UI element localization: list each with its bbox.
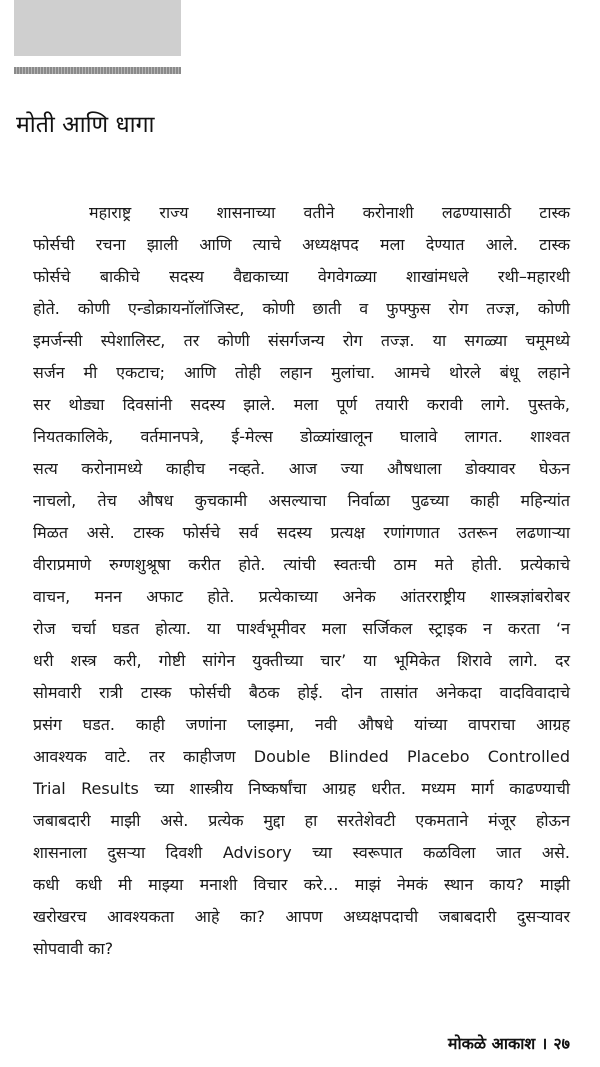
decorative-header-block xyxy=(14,0,181,56)
page-footer xyxy=(448,1032,570,1056)
body-line: फोर्सची रचना झाली आणि त्याचे अध्यक्षपद मला देण्यात आले. टास्क xyxy=(33,235,570,254)
body-line: सोपवावी का? xyxy=(33,939,114,958)
body-line: नाचलो, तेच औषध कुचकामी असल्याचा निर्वाळा पुढच्या काही महिन्यांत xyxy=(33,491,570,510)
body-text xyxy=(33,197,570,965)
body-line: सर थोड्या दिवसांनी सदस्य झाले. मला पूर्ण तयारी करावी लागे. पुस्तके, xyxy=(33,395,570,414)
body-line: सत्य करोनामध्ये काहीच नव्हते. आज ज्या औषधाला डोक्यावर घेऊन xyxy=(33,459,570,478)
chapter-title: मोती आणि धागा xyxy=(16,112,155,138)
body-line: रोज चर्चा घडत होत्या. या पार्श्वभूमीवर मला सर्जिकल स्ट्राइक न करता ‘न xyxy=(33,619,570,638)
body-line: आवश्यक वाटे. तर काहीजण Double Blinded Placebo Controlled xyxy=(33,747,570,766)
body-line: फोर्सचे बाकीचे सदस्य वैद्यकाच्या वेगवेगळ्या शाखांमधले रथी–महारथी xyxy=(33,267,570,286)
body-line: प्रसंग घडत. काही जणांना प्लाझ्मा, नवी औषधे यांच्या वापराचा आग्रह xyxy=(33,715,570,734)
body-line: इमर्जन्सी स्पेशालिस्ट, तर कोणी संसर्गजन्य रोग तज्ज्ञ. या सगळ्या चमूमध्ये xyxy=(33,331,570,350)
body-line: वाचन, मनन अफाट होते. प्रत्येकाच्या अनेक आंतरराष्ट्रीय शास्त्रज्ञांबरोबर xyxy=(33,587,570,606)
body-line: होते. कोणी एन्डोक्रायनॉलॉजिस्ट, कोणी छाती व फुफ्फुस रोग तज्ज्ञ, कोणी xyxy=(33,299,570,318)
body-line: कधी कधी मी माझ्या मनाशी विचार करे… माझं नेमकं स्थान काय? माझी xyxy=(33,875,570,894)
footer-book-title: मोकळे आकाश xyxy=(447,1034,536,1053)
body-line: धरी शस्त्र करी, गोष्टी सांगेन युक्तीच्या चार’ या भूमिकेत शिरावे लागे. दर xyxy=(33,651,570,670)
decorative-header-rule xyxy=(14,67,181,74)
body-line: नियतकालिके, वर्तमानपत्रे, ई-मेल्स डोळ्यांखालून घालावे लागत. शाश्वत xyxy=(33,427,570,446)
body-line: Trial Results च्या शास्त्रीय निष्कर्षांचा आग्रह धरीत. मध्यम मार्ग काढण्याची xyxy=(33,779,570,798)
page-number: २७ xyxy=(553,1034,570,1053)
body-line: खरोखरच आवश्यकता आहे का? आपण अध्यक्षपदाची जबाबदारी दुसऱ्यावर xyxy=(33,907,570,926)
body-line: सर्जन मी एकटाच; आणि तोही लहान मुलांचा. आमचे थोरले बंधू लहाने xyxy=(33,363,570,382)
body-line: जबाबदारी माझी असे. प्रत्येक मुद्दा हा सरतेशेवटी एकमताने मंजूर होऊन xyxy=(33,811,570,830)
body-line: महाराष्ट्र राज्य शासनाच्या वतीने करोनाशी लढण्यासाठी टास्क xyxy=(89,203,570,222)
body-line: शासनाला दुसऱ्या दिवशी Advisory च्या स्वरूपात कळविला जात असे. xyxy=(33,843,570,862)
footer-separator: । xyxy=(541,1034,548,1053)
body-line: सोमवारी रात्री टास्क फोर्सची बैठक होई. दोन तासांत अनेकदा वादविवादाचे xyxy=(33,683,570,702)
body-line: वीराप्रमाणे रुग्णशुश्रूषा करीत होते. त्यांची स्वतःची ठाम मते होती. प्रत्येकाचे xyxy=(33,555,570,574)
body-line: मिळत असे. टास्क फोर्सचे सर्व सदस्य प्रत्यक्ष रणांगणात उतरून लढणाऱ्या xyxy=(33,523,570,542)
